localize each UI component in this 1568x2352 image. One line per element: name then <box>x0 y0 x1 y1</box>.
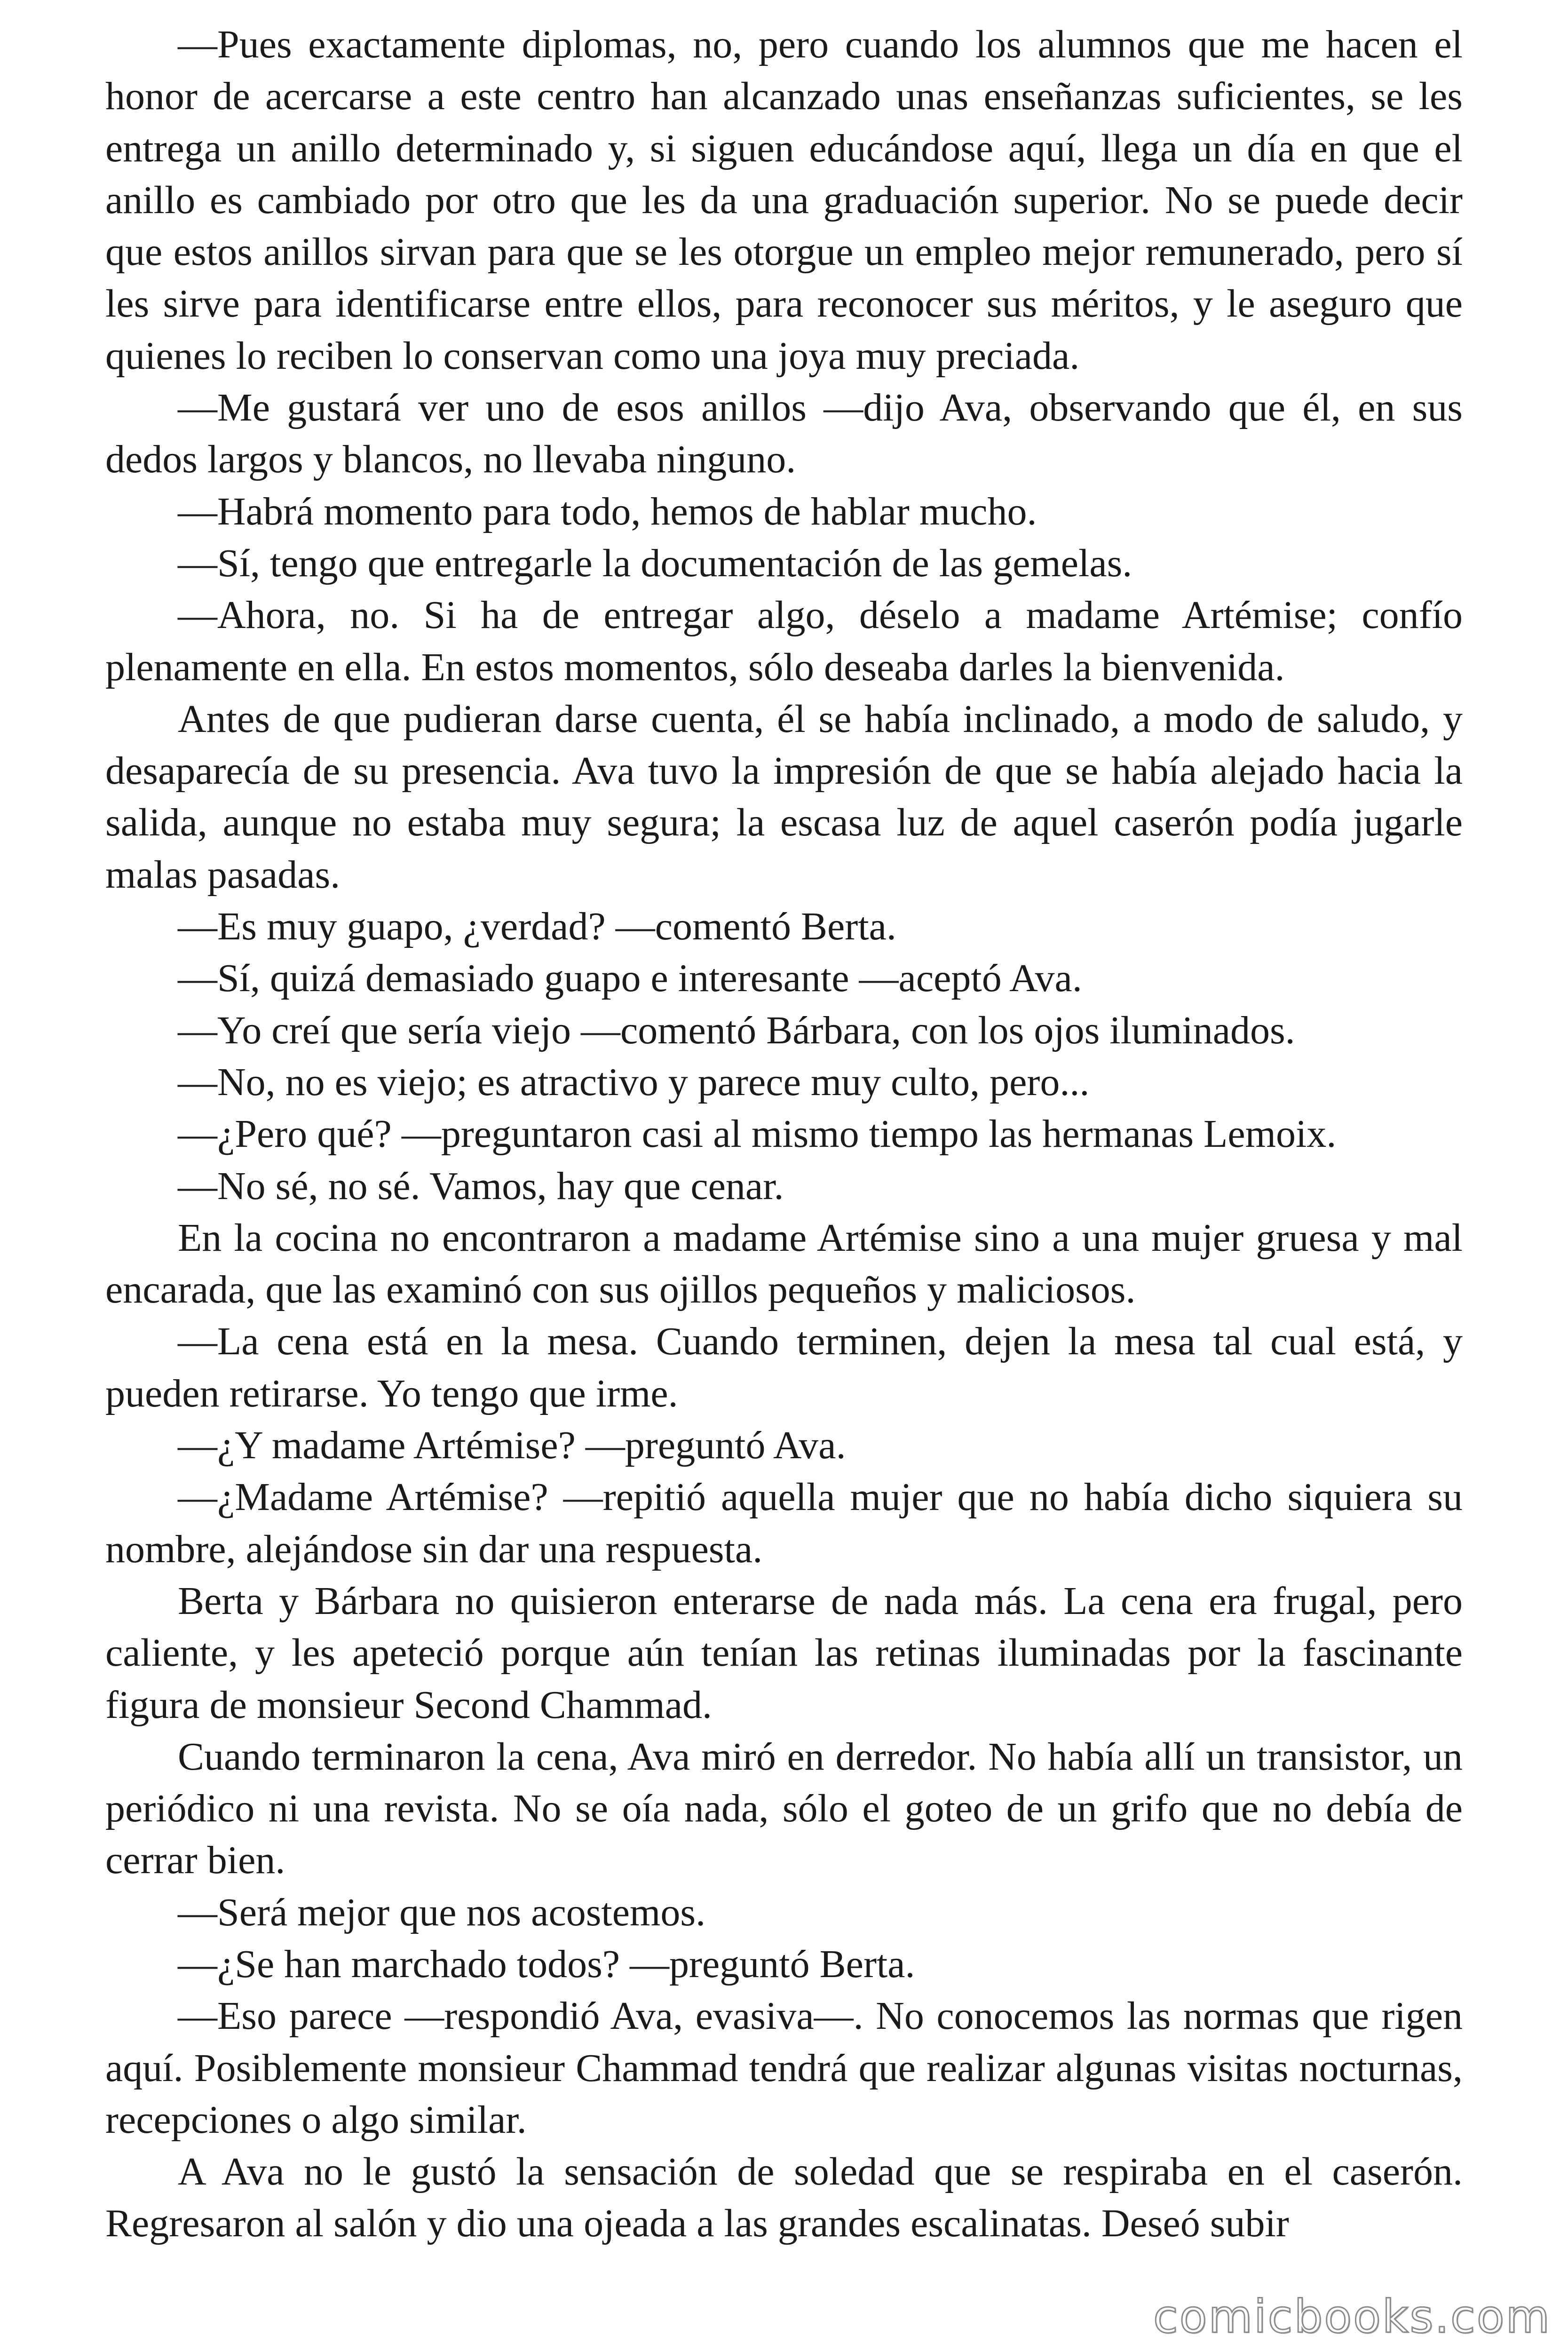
paragraph: —Sí, quizá demasiado guapo e interesante —aceptó Ava. <box>178 956 1082 1001</box>
paragraph: —No sé, no sé. Vamos, hay que cenar. <box>178 1164 784 1208</box>
paragraph: —Eso parece —respondió Ava, evasiva—. No conocemos las normas que rigen aquí. Posiblemente monsieur Chammad tendrá que realizar algunas visitas nocturnas, recepciones o algo similar. <box>105 1994 1463 2142</box>
paragraph: En la cocina no encontraron a madame Artémise sino a una mujer gruesa y mal encarada, que las examinó con sus ojillos pequeños y maliciosos. <box>105 1216 1463 1312</box>
paragraph: Cuando terminaron la cena, Ava miró en derredor. No había allí un transistor, un periódico ni una revista. No se oía nada, sólo el goteo de un grifo que no debía de cerrar bien. <box>105 1734 1463 1883</box>
paragraph: —¿Y madame Artémise? —preguntó Ava. <box>178 1423 846 1468</box>
paragraph: —Sí, tengo que entregarle la documentación de las gemelas. <box>178 541 1132 585</box>
paragraph: —Ahora, no. Si ha de entregar algo, déselo a madame Artémise; confío plenamente en ella. En estos momentos, sólo deseaba darles la bienvenida. <box>105 593 1463 689</box>
document-page <box>105 19 1463 2250</box>
paragraph: —¿Madame Artémise? —repitió aquella mujer que no había dicho siquiera su nombre, alejándose sin dar una respuesta. <box>105 1475 1463 1571</box>
paragraph: —Habrá momento para todo, hemos de hablar mucho. <box>178 489 1037 533</box>
paragraph: —La cena está en la mesa. Cuando terminen, dejen la mesa tal cual está, y pueden retirarse. Yo tengo que irme. <box>105 1319 1463 1415</box>
paragraph: —Me gustará ver uno de esos anillos —dijo Ava, observando que él, en sus dedos largos y blancos, no llevaba ninguno. <box>105 386 1463 482</box>
watermark: comicbooks.com <box>1153 2290 1551 2343</box>
paragraph: —¿Pero qué? —preguntaron casi al mismo tiempo las hermanas Lemoix. <box>178 1112 1337 1156</box>
paragraph: —Será mejor que nos acostemos. <box>178 1890 706 1934</box>
paragraph: —¿Se han marchado todos? —preguntó Berta. <box>178 1942 915 1986</box>
paragraph: —No, no es viejo; es atractivo y parece muy culto, pero... <box>178 1060 1090 1104</box>
paragraph: —Pues exactamente diplomas, no, pero cuando los alumnos que me hacen el honor de acercarse a este centro han alcanzado unas enseñanzas suficientes, se les entrega un anillo determinado y, si siguen educándose aquí, llega un día en que el anillo es cambiado por otro que les da una graduación superior. No se puede decir que estos anillos sirvan para que se les otorgue un empleo mejor remunerado, pero sí les sirve para identificarse entre ellos, para reconocer sus méritos, y le aseguro que quienes lo reciben lo conservan como una joya muy preciada. <box>105 23 1463 378</box>
paragraph: A Ava no le gustó la sensación de soledad que se respiraba en el caserón. Regresaron al salón y dio una ojeada a las grandes escalinatas. Deseó subir <box>105 2150 1463 2246</box>
paragraph: —Yo creí que sería viejo —comentó Bárbara, con los ojos iluminados. <box>178 1008 1295 1052</box>
paragraph: Berta y Bárbara no quisieron enterarse de nada más. La cena era frugal, pero caliente, y les apeteció porque aún tenían las retinas iluminadas por la fascinante figura de monsieur Second Chammad. <box>105 1579 1463 1727</box>
paragraph: —Es muy guapo, ¿verdad? —comentó Berta. <box>178 905 896 949</box>
paragraph: Antes de que pudieran darse cuenta, él se había inclinado, a modo de saludo, y desaparecía de su presencia. Ava tuvo la impresión de que se había alejado hacia la salida, aunque no estaba muy segura; la escasa luz de aquel caserón podía jugarle malas pasadas. <box>105 697 1463 897</box>
